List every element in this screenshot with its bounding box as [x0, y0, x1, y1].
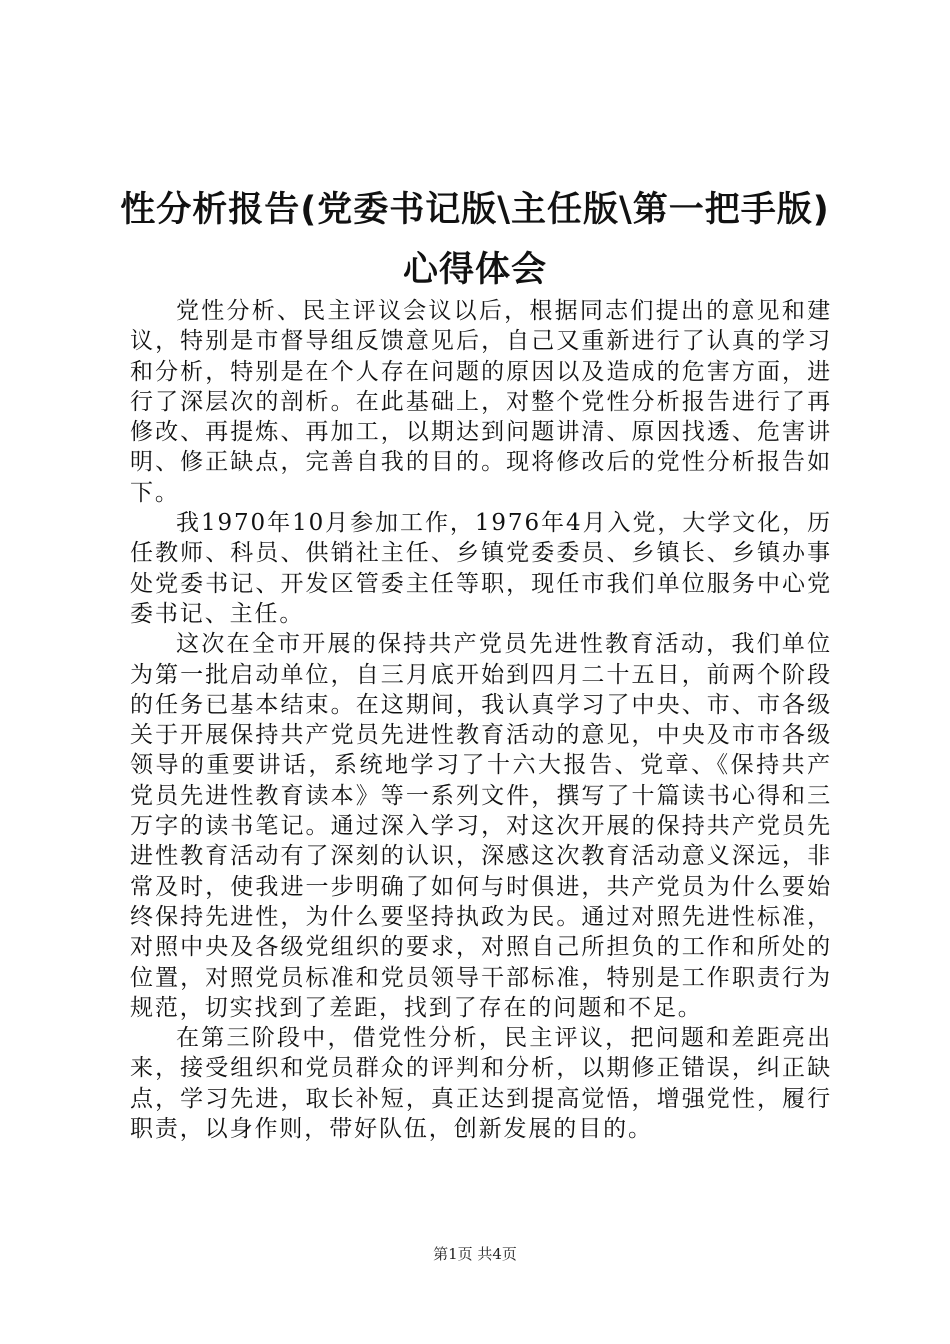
- paragraph-1: 党性分析、民主评议会议以后，根据同志们提出的意见和建议，特别是市督导组反馈意见后，自己又重新进行了认真的学习和分析，特别是在个人存在问题的原因以及造成的危害方面，进行了深层次的剖析。在此基础上，对整个党性分析报告进行了再修改、再提炼、再加工，以期达到问题讲清、原因找透、危害讲明、修正缺点，完善自我的目的。现将修改后的党性分析报告如下。: [130, 298, 832, 506]
- page-footer: 第1页 共4页: [433, 1245, 517, 1263]
- document-body: [130, 296, 832, 1144]
- document-title-line-2: 心得体会: [402, 250, 547, 290]
- paragraph-2: 我1970年10月参加工作，1976年4月入党，大学文化，历任教师、科员、供销社主任、乡镇党委委员、乡镇长、乡镇办事处党委书记、开发区管委主任等职，现任市我们单位服务中心党委书记、主任。: [130, 510, 832, 627]
- paragraph-3: 这次在全市开展的保持共产党员先进性教育活动，我们单位为第一批启动单位，自三月底开始到四月二十五日，前两个阶段的任务已基本结束。在这期间，我认真学习了中央、市、市各级关于开展保持共产党员先进性教育活动的意见，中央及市市各级领导的重要讲话，系统地学习了十六大报告、党章、《保持共产党员先进性教育读本》等一系列文件，撰写了十篇读书心得和三万字的读书笔记。通过深入学习，对这次开展的保持共产党员先进性教育活动有了深刻的认识，深感这次教育活动意义深远，非常及时，使我进一步明确了如何与时俱进，共产党员为什么要始终保持先进性，为什么要坚持执政为民。通过对照先进性标准，对照中央及各级党组织的要求，对照自己所担负的工作和所处的位置，对照党员标准和党员领导干部标准，特别是工作职责行为规范，切实找到了差距，找到了存在的问题和不足。: [130, 631, 832, 1021]
- document-title-line-1: 性分析报告(党委书记版\主任版\第一把手版): [120, 190, 830, 230]
- paragraph-4: 在第三阶段中，借党性分析，民主评议，把问题和差距亮出来，接受组织和党员群众的评判和分析，以期修正错误，纠正缺点，学习先进，取长补短，真正达到提高觉悟，增强党性，履行职责，以身作则，带好队伍，创新发展的目的。: [130, 1025, 832, 1143]
